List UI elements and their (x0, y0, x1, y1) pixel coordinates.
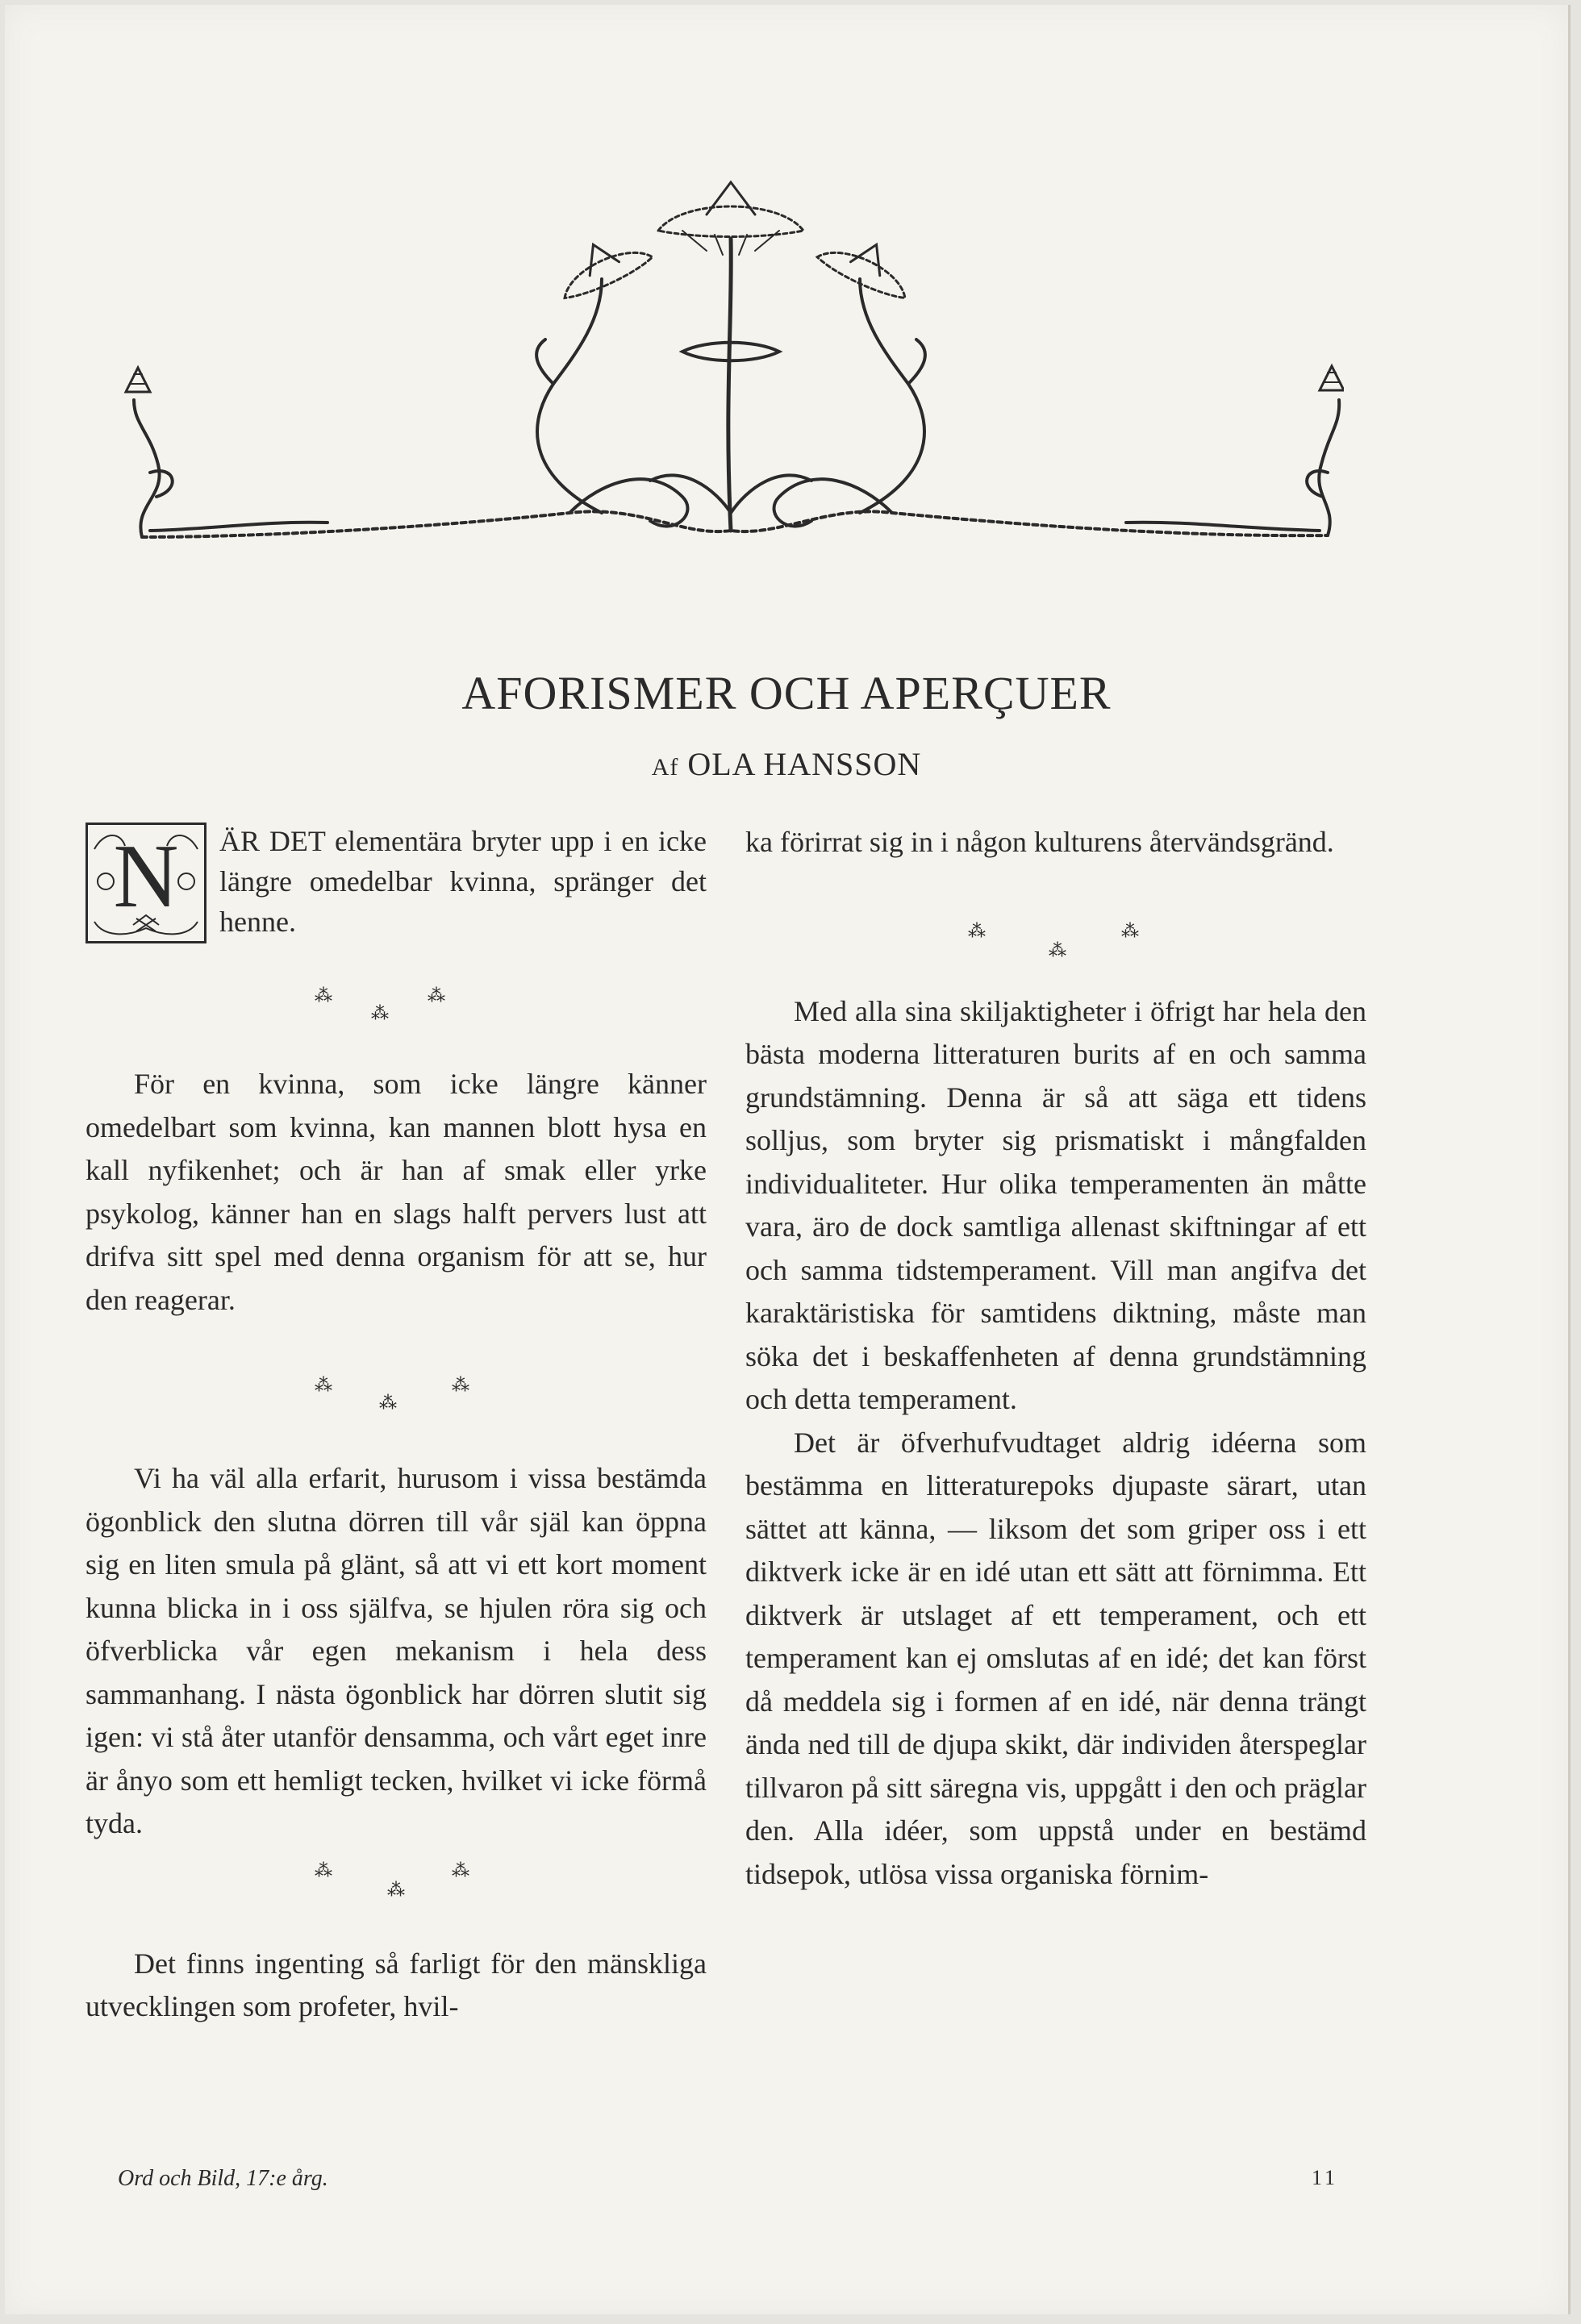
left-column (86, 821, 707, 2029)
byline-prefix: Af (651, 754, 679, 781)
ornament-left-stem (537, 279, 602, 513)
page-number: 11 (1312, 2166, 1339, 2189)
page (5, 5, 1571, 2314)
left-paragraph-1: ÄR DET elementära bryter upp i en icke längre omedelbar kvinna, spränger det henne. (219, 825, 707, 938)
asterism-star: ⁂ (1121, 920, 1139, 941)
ornament-left-curl (134, 400, 160, 537)
asterism-star: ⁂ (315, 1375, 332, 1395)
byline-author: OLA HANSSON (687, 746, 922, 782)
asterism-star: ⁂ (387, 1879, 405, 1900)
right-column (745, 821, 1366, 1896)
ornament-left-bud (126, 368, 150, 392)
ornament-right-bud (1320, 366, 1344, 390)
asterism-star: ⁂ (379, 1393, 397, 1413)
asterism-star: ⁂ (1049, 939, 1066, 960)
left-paragraph-2: För en kvinna, som icke längre känner omedelbart som kvinna, kan mannen blott hysa en kall nyfikenhet; och är han af smak eller yrke psykolog, känner han en slags halft pervers lust att drifva sitt spel med denna organism för att se, hur den reagerar. (86, 1068, 707, 1316)
journal-footer: Ord och Bild, 17:e årg. (118, 2166, 328, 2191)
drop-cap-letter: N (113, 827, 179, 927)
asterism-star: ⁂ (452, 1375, 469, 1395)
article-title: AFORISMER OCH APERÇUER (461, 667, 1112, 719)
asterism-star: ⁂ (452, 1860, 469, 1880)
section-separator (86, 1322, 707, 1457)
section-separator (86, 1846, 707, 1943)
left-paragraph-3: Vi ha väl alla erfarit, hurusom i vissa bestämda ögonblick den slutna dörren till vår själ kan öppna sig en liten smula på glänt, så att vi ett kort moment kunna blicka in i oss själfva, se hjulen röra sig och öfverblicka vår egen mekanism i hela dess sammanhang. I nästa ögonblick har dörren slutit sig igen: vi stå åter utanför densamma, och vårt eget inre är ånyo som ett hemligt tecken, hvilket vi icke förmå tyda. (86, 1462, 707, 1839)
ornament-right-curl (1319, 400, 1339, 535)
asterism-star: ⁂ (315, 1860, 332, 1880)
right-paragraph-3: Det är öfverhufvudtaget aldrig idéerna som bestämma en litteraturepoks djupaste särart, utan sättet att känna, — liksom det som griper oss i ett diktverk icke är en idé utan ett sätt att förnimma. Ett diktverk är utslaget af ett temperament, och ett temperament kan ej omslutas af en idé; det kan först då meddela sig i formen af en idé, när denna trängt ända ned till de djupa skikt, där individen återspeglar tillvaron på sitt säregna vis, uppgått i den och präglar den. Alla idéer, som uppstå under en bestämd tidsepok, utlösa vissa organiska förnim- (745, 1426, 1366, 1890)
opening-paragraph-block (86, 821, 707, 942)
drop-cap (86, 823, 206, 943)
ornament-baseline (142, 511, 1328, 537)
asterism-star: ⁂ (315, 985, 332, 1006)
asterism-star: ⁂ (428, 985, 445, 1006)
asterism-star: ⁂ (371, 1003, 389, 1023)
left-paragraph-4: Det finns ingenting så farligt för den mänskliga utvecklingen som profeter, hvil- (86, 1947, 707, 2022)
section-separator (745, 864, 1366, 990)
ornament-right-flower (815, 224, 920, 303)
right-paragraph-1: ka förirrat sig in i någon kulturens återvändsgränd. (745, 826, 1334, 858)
ornament-center-stem (728, 239, 731, 531)
asterism-star: ⁂ (968, 920, 986, 941)
floral-ornament (118, 158, 1344, 577)
section-separator (86, 942, 707, 1063)
right-paragraph-2: Med alla sina skiljaktigheter i öfrigt har hela den bästa moderna litteraturen burits af en och samma grundstämning. Denna är så att säga ett tidens solljus, som bryter sig prismatiskt i mångfalden individualiteter. Hur olika temperamenten än måtte vara, äro de dock samtliga allenast skiftningar af ett och samma tidstemperament. Vill man angifva det karaktäristiska för samtidens diktning, måste man söka det i beskaffenheten af denna grundstämning och detta temperament. (745, 994, 1366, 1415)
article-byline (5, 745, 1568, 783)
